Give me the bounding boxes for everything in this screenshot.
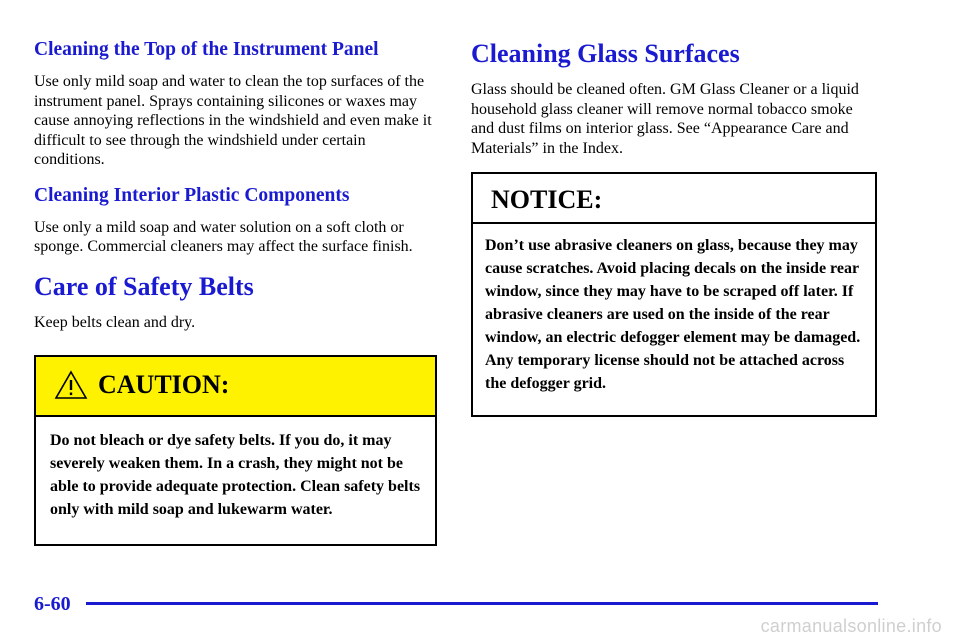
notice-box: [471, 172, 877, 417]
heading-plastic-components: Cleaning Interior Plastic Components: [34, 184, 350, 206]
paragraph-safety-belts: Keep belts clean and dry.: [34, 313, 196, 331]
paragraph-instrument-panel: Use only mild soap and water to clean the top surfaces of the instrument panel. Sprays containing silicones or waxes may cause annoying reflections in the windshield and even make it difficult to see through the windshield under certain conditions.: [34, 73, 432, 168]
caution-header: [36, 357, 435, 417]
heading-glass-surfaces: Cleaning Glass Surfaces: [471, 39, 740, 68]
heading-safety-belts: Care of Safety Belts: [34, 271, 254, 301]
page-number: 6-60: [34, 593, 71, 615]
caution-box: [34, 355, 437, 546]
right-column: [471, 38, 877, 158]
warning-triangle-icon: [54, 370, 88, 400]
notice-title: NOTICE:: [491, 185, 603, 214]
caution-title: CAUTION:: [98, 370, 230, 399]
notice-text: Don’t use abrasive cleaners on glass, because they may cause scratches. Avoid placing decals on the inside rear window, since they may have to be scraped off later. If abrasive cleaners are used on the inside of the rear window, an electric defogger element may be damaged. Any temporary license should not be attached across the defogger grid.: [485, 237, 861, 392]
heading-instrument-panel: Cleaning the Top of the Instrument Panel: [34, 39, 379, 60]
footer-rule: [86, 602, 878, 605]
watermark: carmanualsonline.info: [760, 616, 942, 636]
left-column: [34, 38, 440, 332]
paragraph-glass-surfaces: Glass should be cleaned often. GM Glass Cleaner or a liquid household glass cleaner will remove normal tobacco smoke and dust films on interior glass. See “Appearance Care and Materials” in the Index.: [471, 81, 859, 157]
caution-text: Do not bleach or dye safety belts. If you do, it may severely weaken them. In a crash, they might not be able to provide adequate protection. Clean safety belts only with mild soap and lukewarm water.: [50, 432, 421, 518]
paragraph-plastic-components: Use only a mild soap and water solution on a soft cloth or sponge. Commercial cleaners may affect the surface finish.: [34, 218, 413, 255]
notice-header: [473, 174, 875, 224]
